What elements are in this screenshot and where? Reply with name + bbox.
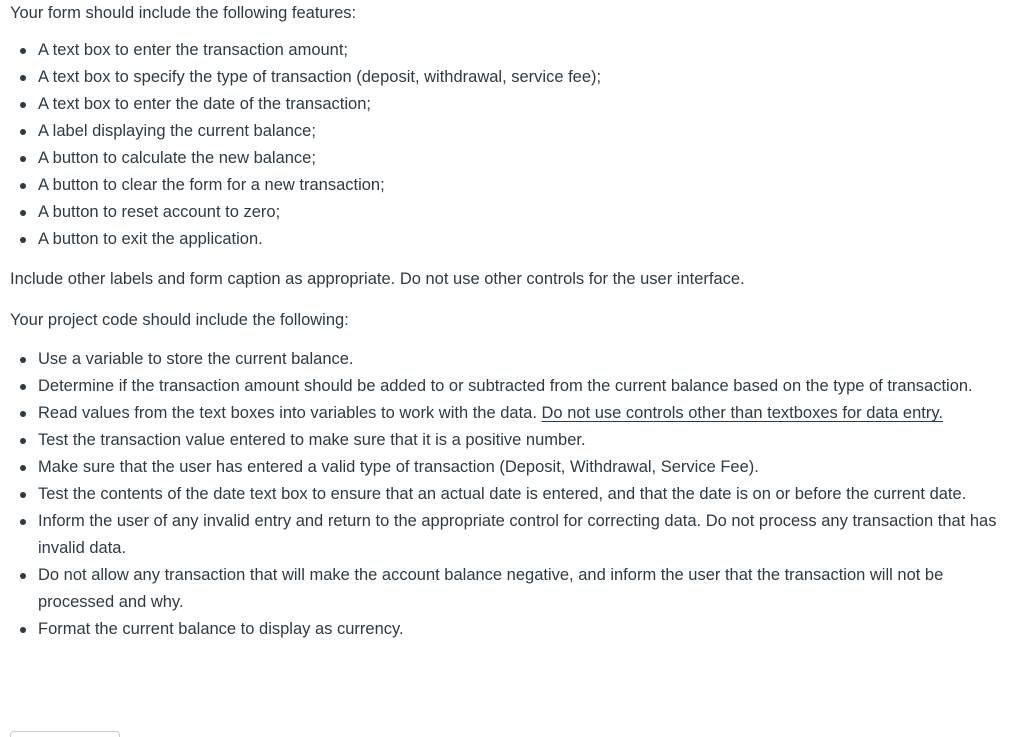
list-item: A text box to enter the date of the transaction;: [10, 91, 1000, 118]
project-code-heading: Your project code should include the following:: [10, 311, 349, 329]
list-item: Make sure that the user has entered a valid type of transaction (Deposit, Withdrawal, Service Fee).: [10, 454, 1000, 481]
list-item: Test the contents of the date text box to ensure that an actual date is entered, and that the date is on or before the current date.: [10, 481, 1000, 508]
list-item: Inform the user of any invalid entry and return to the appropriate control for correcting data. Do not process any transaction that has invalid data.: [10, 508, 1000, 562]
list-item: Test the transaction value entered to make sure that it is a positive number.: [10, 427, 1000, 454]
underlined-requirement: Do not use controls other than textboxes for data entry.: [541, 404, 943, 422]
list-item: A button to calculate the new balance;: [10, 145, 1000, 172]
list-item: A text box to specify the type of transaction (deposit, withdrawal, service fee);: [10, 64, 1000, 91]
form-features-heading: Your form should include the following features:: [10, 4, 357, 22]
list-item: Determine if the transaction amount should be added to or subtracted from the current balance based on the type of transaction.: [10, 373, 1000, 400]
code-requirements-list: [10, 346, 1000, 643]
list-item: A label displaying the current balance;: [10, 118, 1000, 145]
list-item: Format the current balance to display as currency.: [10, 616, 1000, 643]
interface-note: Include other labels and form caption as appropriate. Do not use other controls for the user interface.: [10, 270, 745, 288]
list-item: A button to reset account to zero;: [10, 199, 1000, 226]
form-features-list: [10, 37, 1000, 253]
list-item: A button to exit the application.: [10, 226, 1000, 253]
list-item: Read values from the text boxes into variables to work with the data. Do not use controls other than textboxes for data entry.: [10, 400, 1000, 427]
list-item: Use a variable to store the current balance.: [10, 346, 1000, 373]
list-item: A button to clear the form for a new transaction;: [10, 172, 1000, 199]
truncated-element-edge: [10, 731, 120, 737]
list-item: A text box to enter the transaction amount;: [10, 37, 1000, 64]
list-item: Do not allow any transaction that will make the account balance negative, and inform the user that the transaction will not be processed and why.: [10, 562, 1000, 616]
